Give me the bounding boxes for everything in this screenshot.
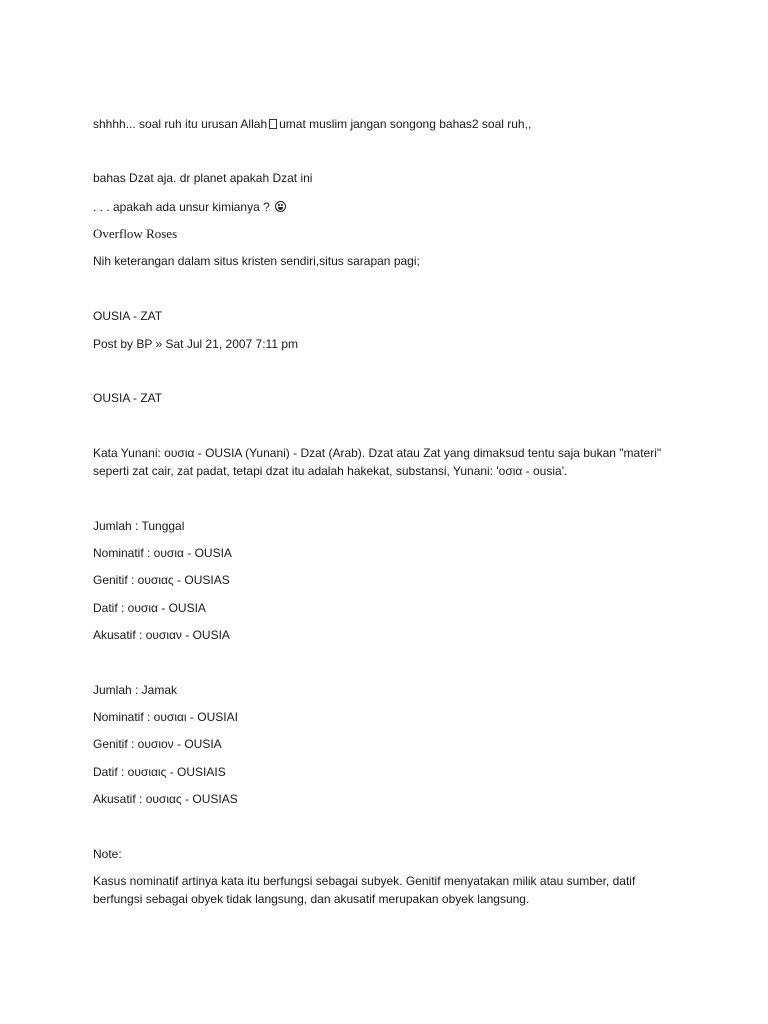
post-line-1-start: shhhh... soal ruh itu urusan Allah: [93, 117, 268, 131]
plural-row-akusatif: Akusatif : ουσιας - OUSIAS: [93, 792, 238, 806]
quote-title-2: OUSIA - ZAT: [93, 391, 163, 405]
post-line-1-end: umat muslim jangan songong bahas2 soal ruh,,: [279, 117, 532, 131]
smiley-icon: [275, 201, 286, 212]
plural-row-nominatif: Nominatif : ουσιαι - OUSIAI: [93, 710, 238, 724]
post-line-1: [93, 115, 531, 133]
post-line-3-text: . . . apakah ada unsur kimianya ?: [93, 200, 270, 214]
missing-glyph-icon: [269, 119, 277, 129]
quote-intro: Kata Yunani: ουσια - OUSIA (Yunani) - Dzat (Arab). Dzat atau Zat yang dimaksud tentu saja bukan "materi" seperti zat cair, zat padat, tetapi dzat itu adalah hakekat, substansi, Yunani: 'οσια - ousia'.: [93, 446, 662, 478]
post-line-2: bahas Dzat aja. dr planet apakah Dzat ini: [93, 171, 313, 185]
plural-row-genitif: Genitif : ουσιον - OUSIA: [93, 737, 222, 751]
plural-heading: Jumlah : Jamak: [93, 683, 178, 697]
post-line-3: [93, 198, 286, 216]
singular-row-nominatif: Nominatif : ουσια - OUSIA: [93, 546, 232, 560]
note-heading: Note:: [93, 847, 122, 861]
singular-row-akusatif: Akusatif : ουσιαν - OUSIA: [93, 628, 230, 642]
singular-heading: Jumlah : Tunggal: [93, 519, 185, 533]
note-text: Kasus nominatif artinya kata itu berfungsi sebagai subyek. Genitif menyatakan milik atau sumber, datif berfungsi sebagai obyek tidak langsung, dan akusatif merupakan obyek langsung.: [93, 874, 636, 906]
quote-byline: Post by BP » Sat Jul 21, 2007 7:11 pm: [93, 337, 299, 351]
quote-title-1: OUSIA - ZAT: [93, 309, 163, 323]
post-line-5: Nih keterangan dalam situs kristen sendiri,situs sarapan pagi;: [93, 254, 420, 268]
signature-overflow-roses: Overflow Roses: [93, 226, 178, 241]
singular-row-genitif: Genitif : ουσιας - OUSIAS: [93, 573, 230, 587]
singular-row-datif: Datif : ουσια - OUSIA: [93, 601, 206, 615]
plural-row-datif: Datif : ουσιαις - OUSIAIS: [93, 765, 226, 779]
